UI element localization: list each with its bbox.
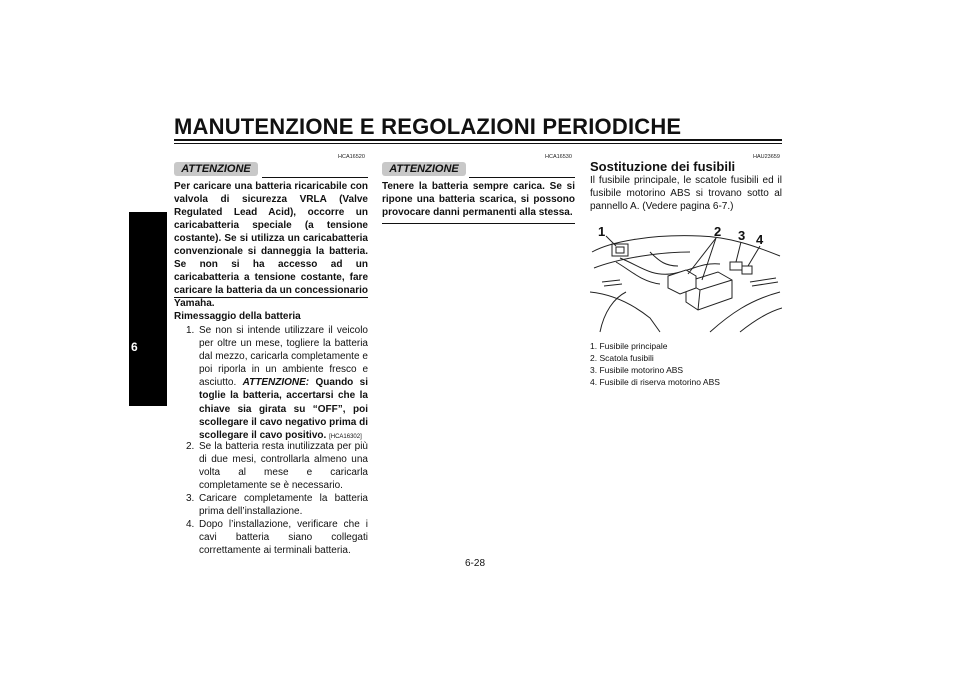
fuse-intro: Il fusibile principale, le scatole fusibili ed il fusibile motorino ABS si trovano sotto al pannello A. (Vedere pagina 6-7.) [590,175,782,213]
col2-attention-top-rule [469,177,575,178]
col1-ref-code: HCA16520 [338,154,365,160]
storage-heading: Rimessaggio della batteria [174,311,301,322]
title-rule-thin [174,143,782,144]
col1-attention-bottom-rule [174,297,368,298]
col2-attention-bottom-rule [382,223,575,224]
chapter-tab-number: 6 [131,340,138,354]
item-text: Se non si intende utilizzare il veicolo per oltre un mese, togliere la batteria dal mezzo, caricarla completamente e poi riporla in un ambiente fresco e asciutto. [199,325,368,389]
item-text: Dopo l’installazione, verificare che i cavi batteria siano collegati correttamente ai terminali batteria. [199,519,368,557]
chapter-tab [129,212,167,406]
warning-label: ATTENZIONE: [242,377,310,389]
panel-edge [600,292,626,332]
abs-fuse-shape [730,262,742,270]
col1-attention-top-rule [262,177,368,178]
page-title: MANUTENZIONE E REGOLAZIONI PERIODICHE [174,114,682,139]
title-rule [174,139,782,141]
storage-item-1 [186,324,368,444]
col2-attention-badge: ATTENZIONE [382,162,466,176]
caption-2: 2. Scatola fusibili [590,353,654,363]
fuse-heading: Sostituzione dei fusibili [590,159,736,174]
item-number: 3. [186,493,195,504]
panel-edge [590,292,660,332]
main-fuse-shape [616,247,624,253]
item-number: 2. [186,441,195,452]
callout-3: 3 [738,228,746,243]
fuse-illustration [590,222,782,334]
detail [602,280,622,286]
storage-item-2 [186,440,368,492]
col3-ref-code: HAU23659 [753,154,780,160]
warning-code: [HCA16302] [329,433,362,440]
caption-3: 3. Fusibile motorino ABS [590,365,684,375]
page-number: 6-28 [465,558,486,569]
leader-line [736,242,741,262]
panel-edge [740,308,782,332]
item-text: Se la batteria resta inutilizzata per più di due mesi, controllarla almeno una volta al mese e caricarla completamente se è necessario. [199,441,368,492]
storage-item-4 [186,518,368,557]
item-text: Caricare completamente la batteria prima dell’installazione. [199,493,368,518]
main-fuse-shape [612,244,628,256]
leader-line [748,246,760,266]
storage-item-3 [186,492,368,518]
detail [750,278,778,286]
col1-attention-text: Per caricare una batteria ricaricabile con valvola di sicurezza VRLA (Valve Regulated Lead Acid), occorre un caricabatteria speciale (a tensione costante). Se si utilizza un caricabatteria convenzionale si danneggia la batteria. Se non si ha accesso ad un caricabatteria a tensione costante, fare caricare la batteria da un concessionario Yamaha. [174,181,368,309]
abs-fuse-shape [742,266,752,274]
callout-2: 2 [714,224,722,239]
caption-4: 4. Fusibile di riserva motorino ABS [590,377,720,387]
item-number: 4. [186,519,195,530]
callout-4: 4 [756,232,764,247]
leader-line [688,238,716,274]
col2-attention-text: Tenere la batteria sempre carica. Se si ripone una batteria scarica, si possono provocare danni permanenti alla stessa. [382,181,575,218]
warning-text: Quando si toglie la batteria, accertarsi che la chiave sia girata su “OFF”, poi scollegare il cavo negativo prima di scollegare il cavo positivo. [199,377,369,441]
caption-1: 1. Fusibile principale [590,341,668,351]
item-number: 1. [186,325,195,336]
callout-1: 1 [598,224,606,239]
col2-ref-code: HCA16530 [545,154,572,160]
col1-attention-badge: ATTENZIONE [174,162,258,176]
